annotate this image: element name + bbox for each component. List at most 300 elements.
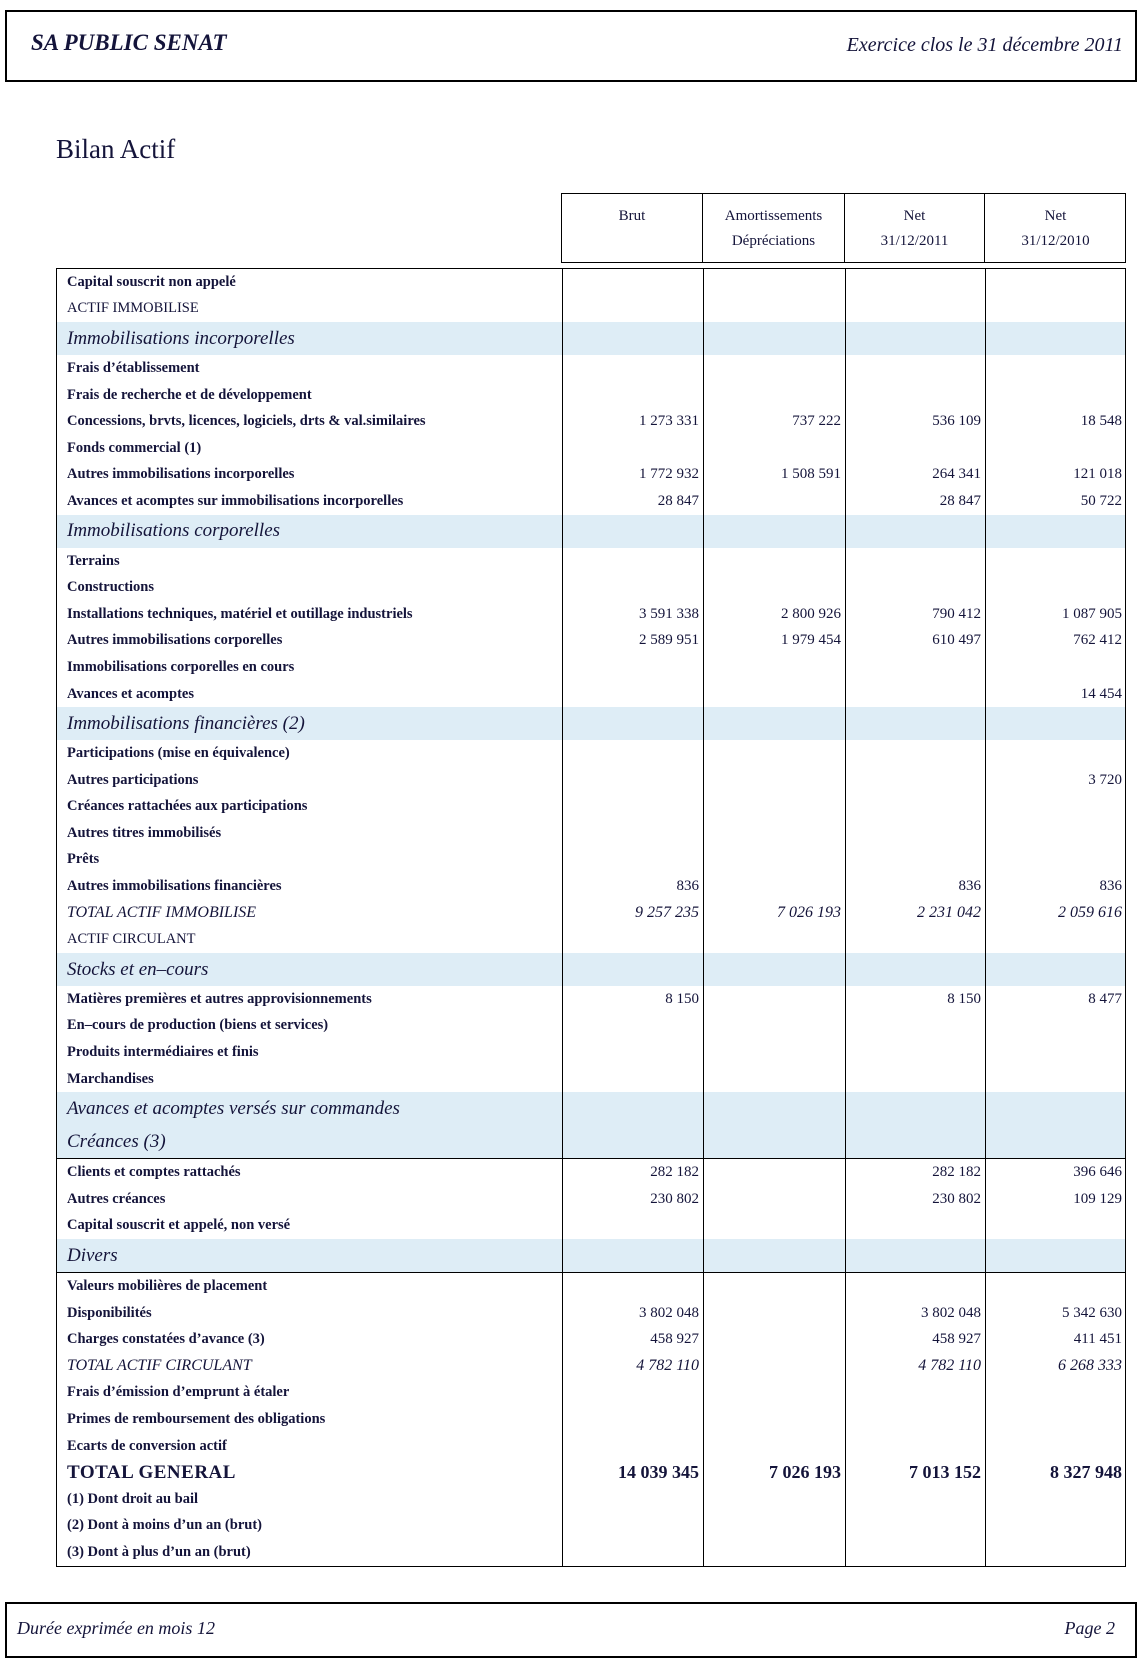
value-net-2011: 836 xyxy=(845,873,985,900)
value-net-2010 xyxy=(985,269,1126,296)
value-amortissements xyxy=(703,515,845,548)
value-net-2010: 3 720 xyxy=(985,767,1126,794)
value-net-2011 xyxy=(845,355,985,382)
value-net-2010: 396 646 xyxy=(985,1159,1126,1186)
section-header-row xyxy=(57,1239,1125,1273)
section-header-row xyxy=(57,953,1125,986)
value-brut xyxy=(562,707,703,740)
value-brut xyxy=(562,1213,703,1240)
value-amortissements xyxy=(703,1186,845,1213)
row-label: Autres créances xyxy=(67,1190,166,1207)
value-brut xyxy=(562,322,703,355)
row-label: En–cours de production (biens et services) xyxy=(67,1017,329,1034)
table-row xyxy=(57,1300,1125,1327)
value-net-2011: 7 013 152 xyxy=(845,1459,985,1486)
value-net-2011 xyxy=(845,269,985,296)
value-net-2010 xyxy=(985,1092,1126,1125)
value-net-2010 xyxy=(985,1539,1126,1566)
row-label: Immobilisations incorporelles xyxy=(67,327,295,349)
row-label: Valeurs mobilières de placement xyxy=(67,1278,268,1295)
column-header-line1: Net xyxy=(903,208,926,224)
value-brut: 3 591 338 xyxy=(562,601,703,628)
value-net-2011 xyxy=(845,1273,985,1300)
table-row xyxy=(57,654,1125,681)
table-row xyxy=(57,873,1125,900)
value-amortissements xyxy=(703,1239,845,1272)
table-row xyxy=(57,574,1125,601)
value-brut xyxy=(562,1380,703,1407)
row-label: Autres immobilisations incorporelles xyxy=(67,466,295,483)
value-net-2011: 610 497 xyxy=(845,628,985,655)
value-amortissements xyxy=(703,1353,845,1380)
row-label: Avances et acomptes xyxy=(67,685,194,702)
value-net-2011 xyxy=(845,1092,985,1125)
value-amortissements xyxy=(703,953,845,986)
value-brut: 8 150 xyxy=(562,986,703,1013)
value-brut xyxy=(562,1406,703,1433)
value-brut xyxy=(562,1239,703,1272)
value-net-2010: 5 342 630 xyxy=(985,1300,1126,1327)
table-row xyxy=(57,1159,1125,1186)
table-row xyxy=(57,1326,1125,1353)
value-brut xyxy=(562,435,703,462)
table-row xyxy=(57,986,1125,1013)
value-brut xyxy=(562,953,703,986)
table-row xyxy=(57,847,1125,874)
value-brut: 9 257 235 xyxy=(562,900,703,927)
row-label: Disponibilités xyxy=(67,1304,152,1321)
value-net-2011: 3 802 048 xyxy=(845,1300,985,1327)
value-brut xyxy=(562,681,703,708)
row-label: Stocks et en–cours xyxy=(67,958,209,980)
table-row xyxy=(57,794,1125,821)
column-header-line2: 31/12/2010 xyxy=(1021,233,1090,249)
value-net-2010: 762 412 xyxy=(985,628,1126,655)
value-amortissements xyxy=(703,1013,845,1040)
total-row xyxy=(57,1353,1125,1380)
value-net-2011: 458 927 xyxy=(845,1326,985,1353)
value-net-2010: 6 268 333 xyxy=(985,1353,1126,1380)
section-header-row xyxy=(57,322,1125,355)
table-row xyxy=(57,269,1125,296)
value-net-2011 xyxy=(845,515,985,548)
value-amortissements xyxy=(703,740,845,767)
value-brut: 14 039 345 xyxy=(562,1459,703,1486)
column-header-line1: Brut xyxy=(618,208,646,224)
value-amortissements xyxy=(703,355,845,382)
table-row xyxy=(57,1213,1125,1240)
value-net-2011 xyxy=(845,1433,985,1460)
value-net-2010 xyxy=(985,654,1126,681)
table-row xyxy=(57,435,1125,462)
value-brut xyxy=(562,740,703,767)
value-amortissements xyxy=(703,1380,845,1407)
value-net-2010: 109 129 xyxy=(985,1186,1126,1213)
value-net-2011 xyxy=(845,654,985,681)
row-label: Immobilisations corporelles en cours xyxy=(67,658,295,675)
table-row xyxy=(57,601,1125,628)
value-net-2010 xyxy=(985,1406,1126,1433)
page-number: Page 2 xyxy=(1064,1618,1115,1638)
value-amortissements xyxy=(703,1213,845,1240)
value-brut xyxy=(562,1273,703,1300)
row-label: Concessions, brvts, licences, logiciels, drts & val.similaires xyxy=(67,413,426,430)
value-net-2010 xyxy=(985,1213,1126,1240)
value-net-2010: 18 548 xyxy=(985,408,1126,435)
value-brut xyxy=(562,382,703,409)
row-label: Frais d’émission d’emprunt à étaler xyxy=(67,1384,290,1401)
grand-total-row xyxy=(57,1459,1125,1486)
column-header-line2: Dépréciations xyxy=(731,233,816,249)
value-net-2011 xyxy=(845,1213,985,1240)
value-brut: 836 xyxy=(562,873,703,900)
value-net-2010 xyxy=(985,740,1126,767)
value-net-2010 xyxy=(985,1039,1126,1066)
value-brut xyxy=(562,1092,703,1125)
value-amortissements xyxy=(703,1486,845,1513)
value-net-2011 xyxy=(845,926,985,953)
page-header xyxy=(5,10,1137,82)
value-net-2010: 8 327 948 xyxy=(985,1459,1126,1486)
value-amortissements xyxy=(703,296,845,323)
value-net-2011: 8 150 xyxy=(845,986,985,1013)
table-row xyxy=(57,1539,1125,1566)
table-row xyxy=(57,382,1125,409)
value-amortissements xyxy=(703,1300,845,1327)
value-net-2010 xyxy=(985,1513,1126,1540)
value-amortissements: 737 222 xyxy=(703,408,845,435)
value-net-2010 xyxy=(985,435,1126,462)
value-amortissements xyxy=(703,1513,845,1540)
value-brut xyxy=(562,847,703,874)
value-net-2011 xyxy=(845,847,985,874)
value-brut xyxy=(562,515,703,548)
table-row xyxy=(57,1433,1125,1460)
value-amortissements xyxy=(703,1125,845,1158)
value-net-2010 xyxy=(985,1433,1126,1460)
value-net-2011 xyxy=(845,767,985,794)
row-label: Matières premières et autres approvisionnements xyxy=(67,990,372,1007)
row-label: Installations techniques, matériel et outillage industriels xyxy=(67,605,413,622)
value-brut xyxy=(562,1486,703,1513)
balance-sheet-table xyxy=(56,268,1126,1567)
value-amortissements xyxy=(703,1066,845,1093)
table-row xyxy=(57,926,1125,953)
value-net-2011 xyxy=(845,322,985,355)
column-header-net-2010 xyxy=(985,194,1126,262)
value-net-2011 xyxy=(845,681,985,708)
value-amortissements xyxy=(703,1326,845,1353)
table-row xyxy=(57,462,1125,489)
row-label: ACTIF CIRCULANT xyxy=(67,931,196,948)
value-brut: 3 802 048 xyxy=(562,1300,703,1327)
value-net-2010 xyxy=(985,1013,1126,1040)
value-net-2011 xyxy=(845,794,985,821)
value-amortissements: 1 979 454 xyxy=(703,628,845,655)
row-label: ACTIF IMMOBILISE xyxy=(67,300,199,317)
value-amortissements xyxy=(703,794,845,821)
value-brut xyxy=(562,926,703,953)
value-brut xyxy=(562,767,703,794)
value-net-2010: 50 722 xyxy=(985,488,1126,515)
value-amortissements xyxy=(703,574,845,601)
value-net-2010: 836 xyxy=(985,873,1126,900)
column-header-amortissements xyxy=(703,194,845,262)
value-net-2010 xyxy=(985,1239,1126,1272)
column-headers xyxy=(561,193,1126,263)
value-net-2010: 121 018 xyxy=(985,462,1126,489)
value-amortissements xyxy=(703,1159,845,1186)
section-header-row xyxy=(57,1125,1125,1159)
value-brut: 282 182 xyxy=(562,1159,703,1186)
value-brut xyxy=(562,574,703,601)
row-label: Divers xyxy=(67,1244,118,1266)
row-label: Créances (3) xyxy=(67,1130,166,1152)
value-amortissements xyxy=(703,1273,845,1300)
value-amortissements xyxy=(703,1406,845,1433)
row-label: Créances rattachées aux participations xyxy=(67,798,308,815)
value-brut: 1 273 331 xyxy=(562,408,703,435)
table-row xyxy=(57,1039,1125,1066)
value-brut xyxy=(562,654,703,681)
value-net-2010 xyxy=(985,355,1126,382)
value-net-2010: 2 059 616 xyxy=(985,900,1126,927)
value-amortissements xyxy=(703,654,845,681)
table-row xyxy=(57,408,1125,435)
value-net-2010 xyxy=(985,926,1126,953)
value-amortissements xyxy=(703,322,845,355)
value-net-2010 xyxy=(985,847,1126,874)
value-net-2011 xyxy=(845,1125,985,1158)
row-label: Autres titres immobilisés xyxy=(67,824,222,841)
row-label: Capital souscrit non appelé xyxy=(67,273,236,290)
section-header-row xyxy=(57,1092,1125,1125)
value-net-2011 xyxy=(845,707,985,740)
table-row xyxy=(57,1066,1125,1093)
value-net-2010 xyxy=(985,820,1126,847)
row-label: Autres participations xyxy=(67,771,199,788)
value-net-2010 xyxy=(985,1125,1126,1158)
row-label: (3) Dont à plus d’un an (brut) xyxy=(67,1543,251,1560)
value-net-2010: 411 451 xyxy=(985,1326,1126,1353)
value-brut xyxy=(562,820,703,847)
value-brut xyxy=(562,1013,703,1040)
table-row xyxy=(57,296,1125,323)
exercise-period: Exercice clos le 31 décembre 2011 xyxy=(846,34,1123,56)
value-net-2010 xyxy=(985,296,1126,323)
value-amortissements xyxy=(703,1039,845,1066)
company-name: SA PUBLIC SENAT xyxy=(31,30,227,55)
value-brut xyxy=(562,1039,703,1066)
value-net-2011 xyxy=(845,1013,985,1040)
row-label: Charges constatées d’avance (3) xyxy=(67,1331,265,1348)
table-row xyxy=(57,548,1125,575)
value-net-2011: 536 109 xyxy=(845,408,985,435)
value-amortissements xyxy=(703,1539,845,1566)
value-net-2011: 264 341 xyxy=(845,462,985,489)
value-net-2011: 4 782 110 xyxy=(845,1353,985,1380)
value-net-2010 xyxy=(985,794,1126,821)
section-header-row xyxy=(57,515,1125,548)
row-label: Immobilisations corporelles xyxy=(67,520,281,542)
column-header-net-2011 xyxy=(845,194,985,262)
value-amortissements xyxy=(703,435,845,462)
value-net-2011 xyxy=(845,953,985,986)
table-row xyxy=(57,1273,1125,1300)
value-brut xyxy=(562,1513,703,1540)
row-label: Avances et acomptes versés sur commandes xyxy=(67,1097,400,1119)
value-amortissements: 2 800 926 xyxy=(703,601,845,628)
value-brut: 458 927 xyxy=(562,1326,703,1353)
value-net-2010 xyxy=(985,953,1126,986)
value-net-2011 xyxy=(845,1539,985,1566)
value-net-2011: 230 802 xyxy=(845,1186,985,1213)
row-label: Primes de remboursement des obligations xyxy=(67,1410,326,1427)
row-label: (1) Dont droit au bail xyxy=(67,1490,199,1507)
table-row xyxy=(57,1406,1125,1433)
value-amortissements xyxy=(703,873,845,900)
value-net-2011 xyxy=(845,1406,985,1433)
row-label: Terrains xyxy=(67,552,120,569)
value-net-2011 xyxy=(845,574,985,601)
value-net-2011 xyxy=(845,820,985,847)
value-brut: 28 847 xyxy=(562,488,703,515)
table-row xyxy=(57,488,1125,515)
row-label: Participations (mise en équivalence) xyxy=(67,745,290,762)
value-brut: 2 589 951 xyxy=(562,628,703,655)
value-amortissements xyxy=(703,986,845,1013)
value-net-2011 xyxy=(845,740,985,767)
value-amortissements xyxy=(703,847,845,874)
table-row xyxy=(57,767,1125,794)
row-label: Produits intermédiaires et finis xyxy=(67,1044,259,1061)
value-amortissements xyxy=(703,269,845,296)
value-amortissements: 1 508 591 xyxy=(703,462,845,489)
row-label: Frais d’établissement xyxy=(67,359,200,376)
value-amortissements xyxy=(703,1433,845,1460)
table-row xyxy=(57,820,1125,847)
value-net-2010 xyxy=(985,1486,1126,1513)
row-label: TOTAL GENERAL xyxy=(67,1461,236,1483)
column-header-line1: Net xyxy=(1044,208,1067,224)
table-row xyxy=(57,1486,1125,1513)
value-net-2011 xyxy=(845,1486,985,1513)
value-brut xyxy=(562,1539,703,1566)
page-title: Bilan Actif xyxy=(56,134,176,164)
value-brut xyxy=(562,1433,703,1460)
table-row xyxy=(57,355,1125,382)
row-label: Autres immobilisations financières xyxy=(67,878,282,895)
value-net-2011 xyxy=(845,1380,985,1407)
table-row xyxy=(57,1013,1125,1040)
value-net-2011: 790 412 xyxy=(845,601,985,628)
value-net-2010 xyxy=(985,1066,1126,1093)
row-label: TOTAL ACTIF IMMOBILISE xyxy=(67,904,257,922)
row-label: Prêts xyxy=(67,851,100,868)
value-net-2011 xyxy=(845,548,985,575)
table-row xyxy=(57,681,1125,708)
column-header-line1: Amortissements xyxy=(724,208,823,224)
value-net-2010 xyxy=(985,1380,1126,1407)
value-net-2011 xyxy=(845,1039,985,1066)
duration-label: Durée exprimée en mois 12 xyxy=(17,1618,215,1638)
row-label: (2) Dont à moins d’un an (brut) xyxy=(67,1517,262,1534)
value-net-2011 xyxy=(845,296,985,323)
table-row xyxy=(57,1186,1125,1213)
table-row xyxy=(57,1380,1125,1407)
value-net-2010 xyxy=(985,707,1126,740)
row-label: Clients et comptes rattachés xyxy=(67,1164,241,1181)
value-brut xyxy=(562,355,703,382)
table-row xyxy=(57,1513,1125,1540)
value-amortissements xyxy=(703,382,845,409)
row-label: Marchandises xyxy=(67,1070,154,1087)
row-label: Frais de recherche et de développement xyxy=(67,386,312,403)
value-net-2011 xyxy=(845,1513,985,1540)
value-net-2010 xyxy=(985,574,1126,601)
value-amortissements xyxy=(703,548,845,575)
value-brut: 1 772 932 xyxy=(562,462,703,489)
value-amortissements xyxy=(703,926,845,953)
value-net-2011 xyxy=(845,382,985,409)
value-net-2011 xyxy=(845,435,985,462)
table-row xyxy=(57,740,1125,767)
value-brut xyxy=(562,1066,703,1093)
value-net-2011 xyxy=(845,1239,985,1272)
column-header-brut xyxy=(562,194,703,262)
row-label: Capital souscrit et appelé, non versé xyxy=(67,1217,291,1234)
row-label: Ecarts de conversion actif xyxy=(67,1437,227,1454)
value-net-2010: 14 454 xyxy=(985,681,1126,708)
page-footer xyxy=(5,1602,1137,1658)
value-brut xyxy=(562,296,703,323)
row-label: Immobilisations financières (2) xyxy=(67,712,305,734)
value-net-2010 xyxy=(985,515,1126,548)
value-brut xyxy=(562,269,703,296)
value-brut: 230 802 xyxy=(562,1186,703,1213)
value-net-2010: 1 087 905 xyxy=(985,601,1126,628)
value-brut xyxy=(562,548,703,575)
value-net-2011 xyxy=(845,1066,985,1093)
value-amortissements xyxy=(703,707,845,740)
value-net-2010 xyxy=(985,548,1126,575)
value-amortissements: 7 026 193 xyxy=(703,900,845,927)
value-net-2010 xyxy=(985,1273,1126,1300)
total-row xyxy=(57,900,1125,927)
value-net-2011: 282 182 xyxy=(845,1159,985,1186)
value-net-2010: 8 477 xyxy=(985,986,1126,1013)
value-amortissements xyxy=(703,488,845,515)
row-label: Avances et acomptes sur immobilisations incorporelles xyxy=(67,492,404,509)
row-label: Autres immobilisations corporelles xyxy=(67,632,283,649)
row-label: Constructions xyxy=(67,579,155,596)
value-net-2011: 28 847 xyxy=(845,488,985,515)
value-amortissements xyxy=(703,1092,845,1125)
value-amortissements xyxy=(703,681,845,708)
value-net-2010 xyxy=(985,322,1126,355)
value-net-2010 xyxy=(985,382,1126,409)
value-amortissements xyxy=(703,767,845,794)
row-label: TOTAL ACTIF CIRCULANT xyxy=(67,1357,252,1375)
table-row xyxy=(57,628,1125,655)
column-header-line2: 31/12/2011 xyxy=(880,233,949,249)
section-header-row xyxy=(57,707,1125,740)
value-amortissements xyxy=(703,820,845,847)
value-brut xyxy=(562,794,703,821)
value-brut: 4 782 110 xyxy=(562,1353,703,1380)
row-label: Fonds commercial (1) xyxy=(67,439,202,456)
value-brut xyxy=(562,1125,703,1158)
